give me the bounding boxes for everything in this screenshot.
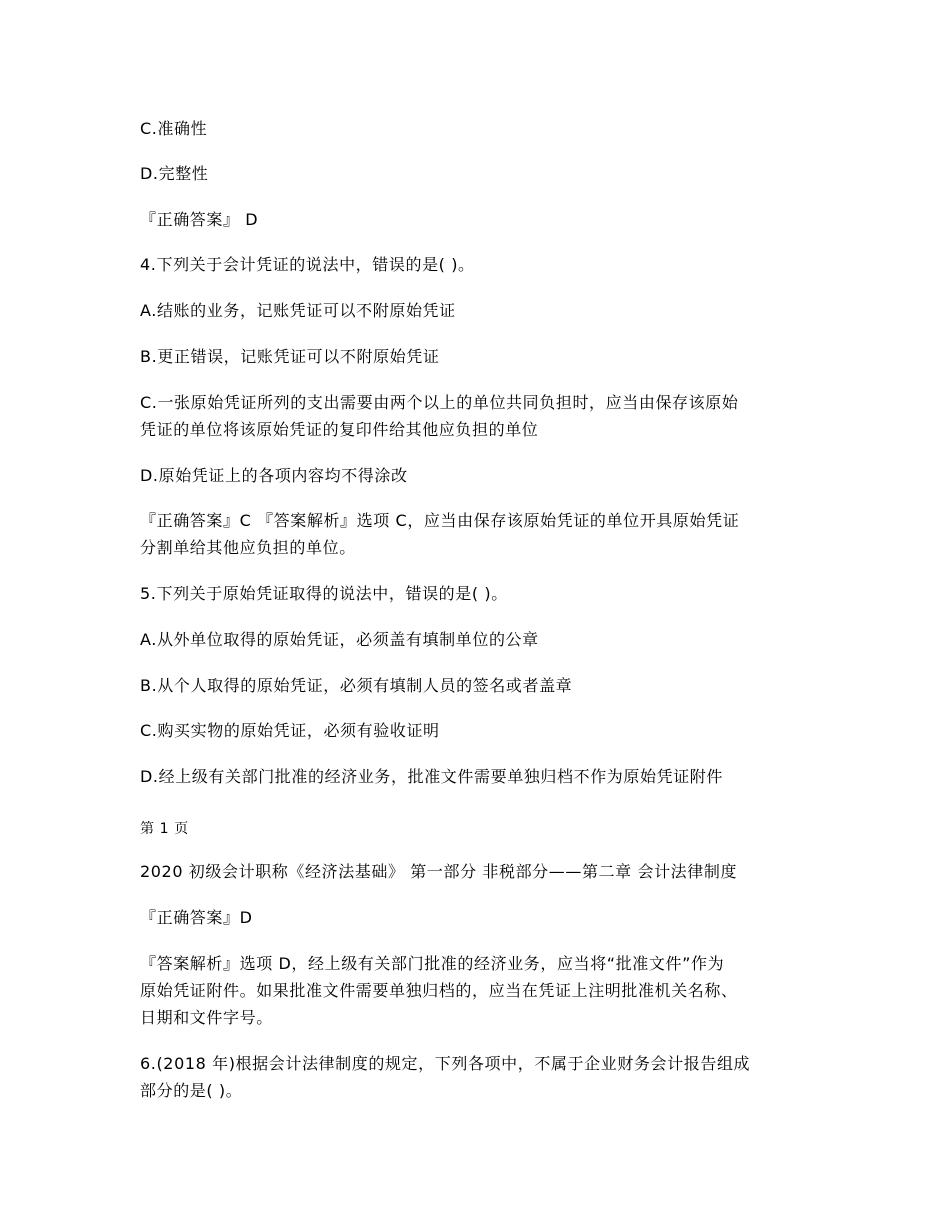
explanation-q5-line1: 『答案解析』选项 D，经上级有关部门批准的经济业务，应当将“批准文件”作为 [140, 954, 725, 973]
question-6-line1: 6.(2018 年)根据会计法律制度的规定，下列各项中，不属于企业财务会计报告组成 [140, 1054, 751, 1073]
answer-q3: 『正确答案』 D [140, 210, 259, 229]
option-b-q5: B.从个人取得的原始凭证，必须有填制人员的签名或者盖章 [140, 676, 573, 695]
option-d-q5: D.经上级有关部门批准的经济业务，批准文件需要单独归档不作为原始凭证附件 [140, 767, 724, 786]
running-header: 2020 初级会计职称《经济法基础》 第一部分 非税部分——第二章 会计法律制度 [140, 862, 738, 881]
page-number: 第 1 页 [140, 821, 189, 837]
option-c-q4-line1: C.一张原始凭证所列的支出需要由两个以上的单位共同负担时，应当由保存该原始 [140, 393, 739, 412]
answer-q5: 『正确答案』D [140, 908, 253, 927]
option-c-q4-line2: 凭证的单位将该原始凭证的复印件给其他应负担的单位 [140, 420, 539, 439]
explanation-q5-line2: 原始凭证附件。如果批准文件需要单独归档的，应当在凭证上注明批准机关名称、 [140, 981, 738, 1000]
option-c-q5: C.购买实物的原始凭证，必须有验收证明 [140, 721, 440, 740]
option-a-q4: A.结账的业务，记账凭证可以不附原始凭证 [140, 301, 456, 320]
explanation-q5-line3: 日期和文件字号。 [140, 1008, 273, 1027]
option-a-q5: A.从外单位取得的原始凭证，必须盖有填制单位的公章 [140, 630, 539, 649]
option-d-q3: D.完整性 [140, 164, 209, 183]
option-b-q4: B.更正错误，记账凭证可以不附原始凭证 [140, 347, 440, 366]
question-4: 4.下列关于会计凭证的说法中，错误的是( )。 [140, 255, 475, 274]
option-c-q3: C.准确性 [140, 119, 208, 138]
question-6-line2: 部分的是( )。 [140, 1081, 243, 1100]
answer-q4-line2: 分割单给其他应负担的单位。 [140, 538, 356, 557]
answer-q4-line1: 『正确答案』C 『答案解析』选项 C，应当由保存该原始凭证的单位开具原始凭证 [140, 511, 740, 530]
question-5: 5.下列关于原始凭证取得的说法中，错误的是( )。 [140, 584, 508, 603]
option-d-q4: D.原始凭证上的各项内容均不得涂改 [140, 466, 408, 485]
